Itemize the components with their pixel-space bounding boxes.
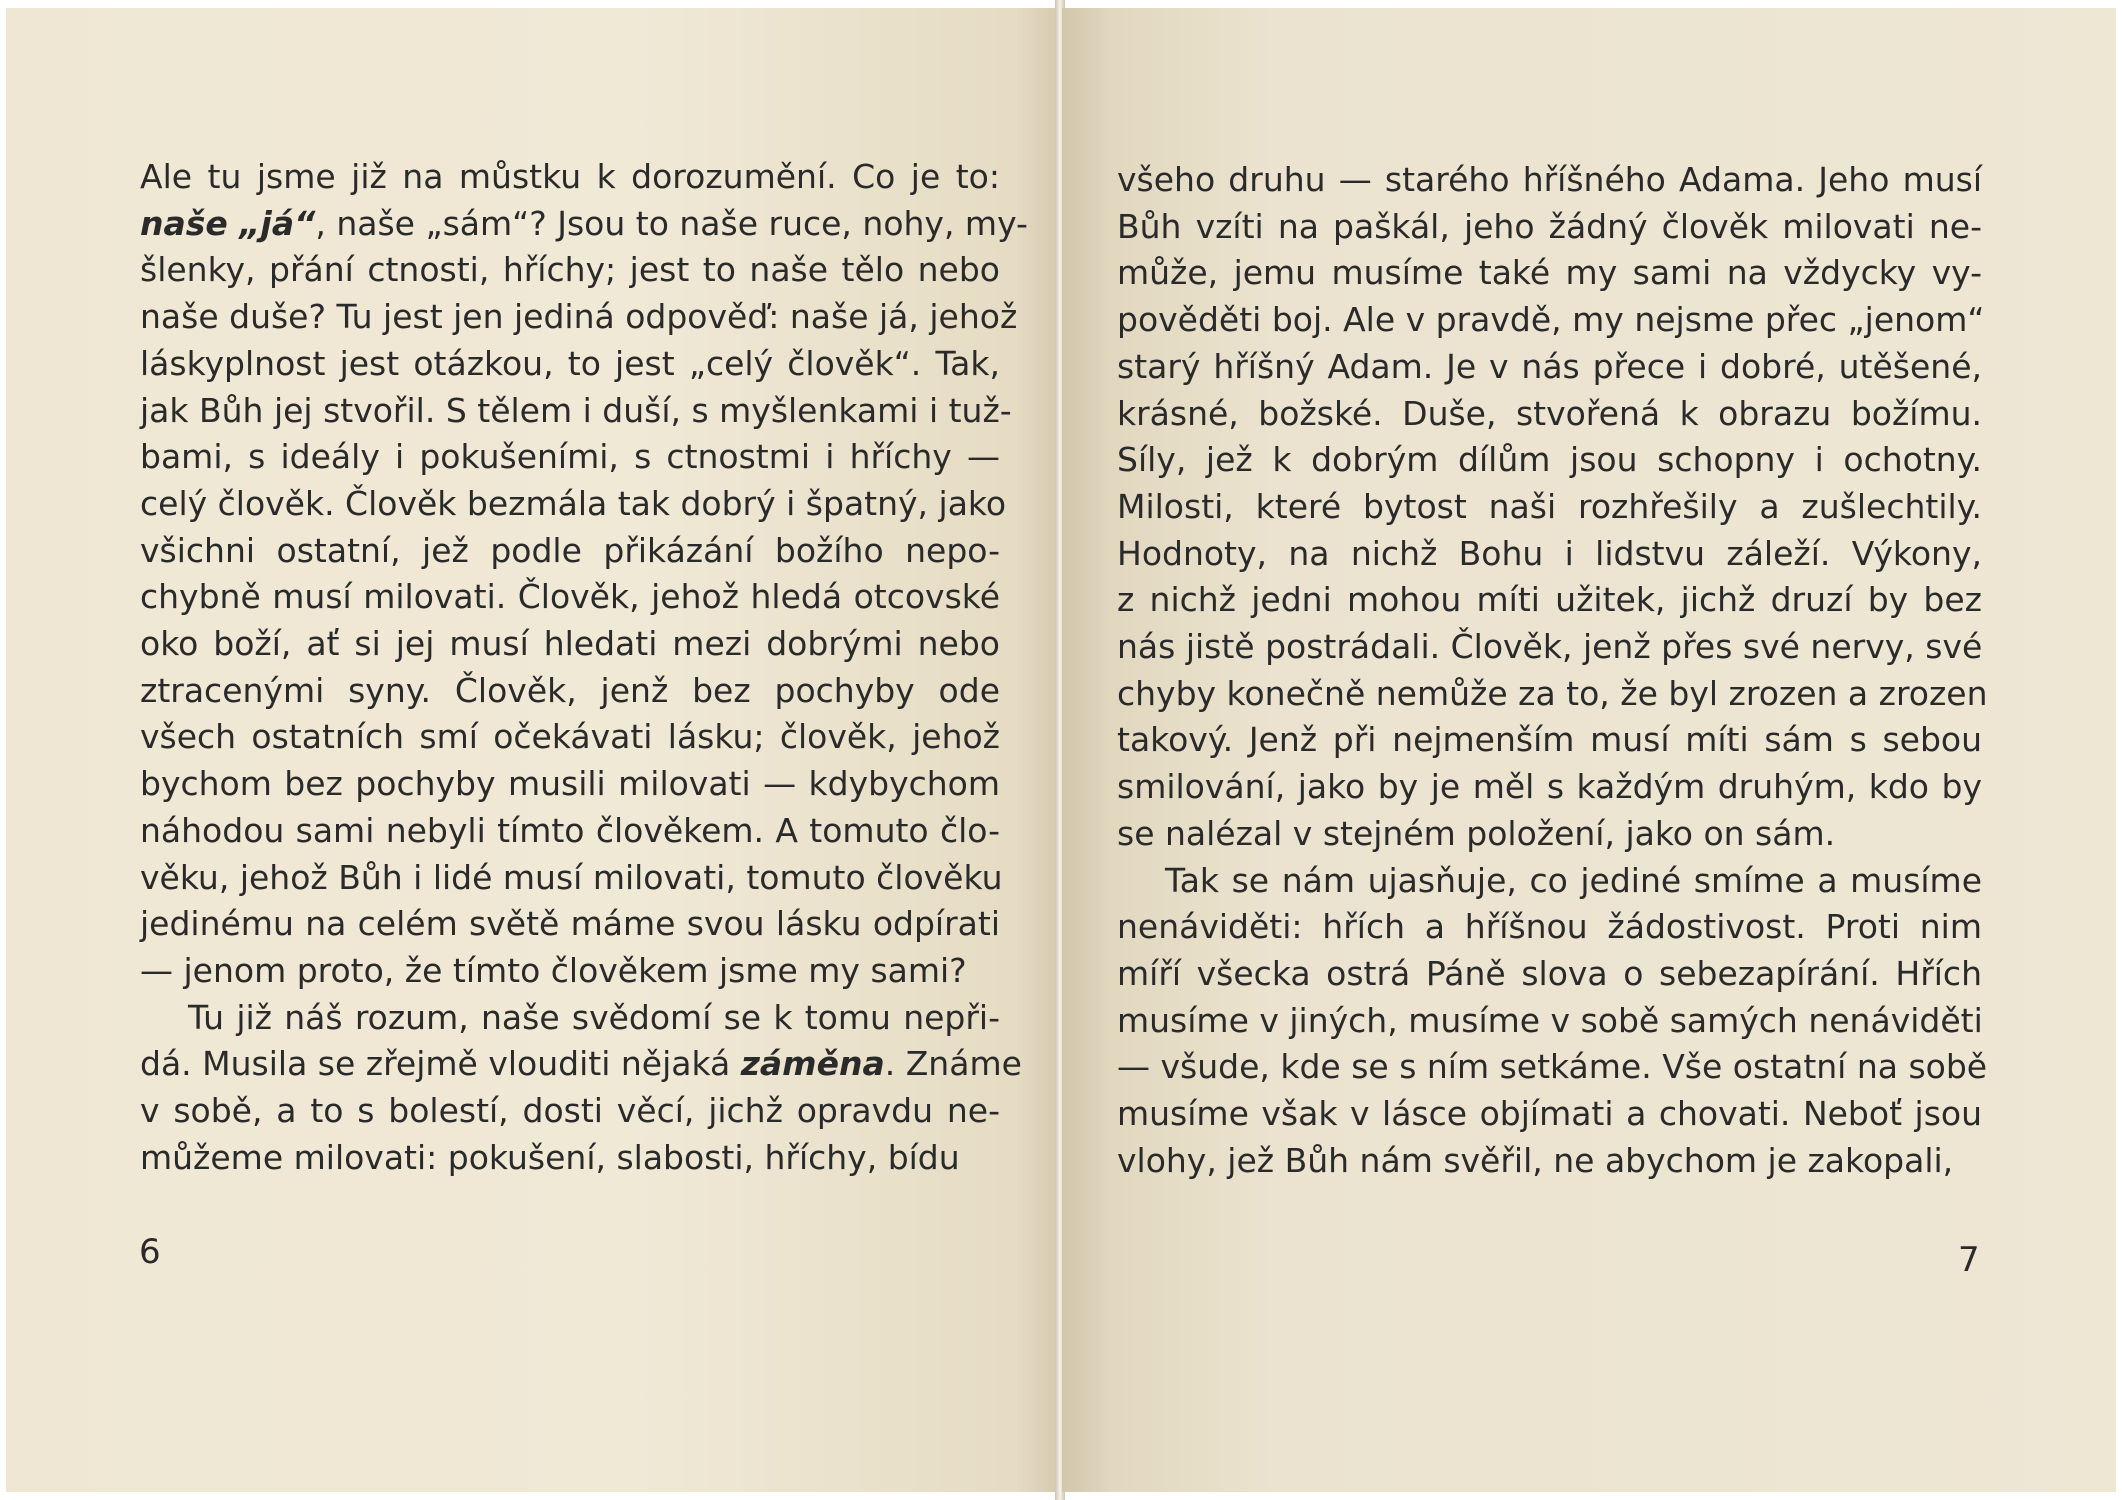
text-line: Tu již náš rozum, naše svědomí se k tomu nepři- [188, 997, 1000, 1037]
text-line: Tak se nám ujasňuje, co jediné smíme a musíme [1165, 860, 1982, 900]
text-line: Síly, jež k dobrým dílům jsou schopny i ochotny. [1117, 440, 1982, 480]
text-line: šlenky, přání ctnosti, hříchy; jest to naše tělo nebo [140, 250, 1000, 290]
text-line: oko boží, ať si jej musí hledati mezi dobrými nebo [140, 624, 1000, 664]
text-line: můžeme milovati: pokušení, slabosti, hříchy, bídu [140, 1137, 960, 1177]
text-line: Milosti, které bytost naši rozhřešily a zušlechtily. [1117, 486, 1982, 526]
text-line: Hodnoty, na nichž Bohu i lidstvu záleží. Výkony, [1117, 533, 1982, 573]
text-line: — všude, kde se s ním setkáme. Vše ostatní na sobě [1117, 1047, 1988, 1087]
text-line: starý hříšný Adam. Je v nás přece i dobré, utěšené, [1117, 346, 1982, 386]
text-line: ztracenými syny. Člověk, jenž bez pochyby ode [140, 670, 1000, 710]
text-line: bami, s ideály i pokušeními, s ctnostmi i hříchy — [140, 437, 1000, 477]
text-line: bychom bez pochyby musili milovati — kdybychom [140, 764, 1000, 804]
text-line: — jenom proto, že tímto člověkem jsme my sami? [140, 950, 967, 990]
text-line: nenáviděti: hřích a hříšnou žádostivost. Proti nim [1117, 907, 1982, 947]
text-line: Bůh vzíti na paškál, jeho žádný člověk milovati ne- [1117, 206, 1982, 246]
page-number-left: 6 [139, 1232, 161, 1272]
text-line: smilování, jako by je měl s každým druhým, kdo by [1117, 767, 1982, 807]
left-page [6, 8, 1057, 1492]
right-page [1062, 8, 2116, 1492]
text-line: se nalézal v stejném položení, jako on sám. [1117, 813, 1836, 853]
text-line: všeho druhu — starého hříšného Adama. Jeho musí [1117, 160, 1982, 199]
text-line [140, 201, 1028, 248]
text-line: míří všecka ostrá Páně slova o sebezapírání. Hřích [1117, 953, 1982, 993]
text-line-part: dá. Musila se zřejmě vlouditi nějaká [140, 1044, 741, 1084]
text-line: v sobě, a to s bolestí, dosti věcí, jichž opravdu ne- [140, 1091, 1000, 1131]
text-line: všichni ostatní, jež podle přikázání božího nepo- [140, 530, 1000, 570]
text-line: láskyplnost jest otázkou, to jest „celý člověk“. Tak, [140, 343, 1000, 383]
left-page-text [140, 154, 1028, 1181]
text-line: jak Bůh jej stvořil. S tělem i duší, s myšlenkami i tuž- [140, 390, 1012, 430]
text-line: takový. Jenž při nejmenším musí míti sám s sebou [1117, 720, 1982, 760]
text-line: věku, jehož Bůh i lidé musí milovati, tomuto člověku [140, 857, 1003, 897]
page-number-right: 7 [1958, 1240, 1980, 1280]
text-line: musíme v jiných, musíme v sobě samých nenáviděti [1117, 1000, 1983, 1040]
emphasized-term: naše „já“ [140, 203, 316, 243]
text-line: náhodou sami nebyli tímto člověkem. A tomuto člo- [140, 810, 1000, 850]
text-line: chyby konečně nemůže za to, že byl zrozen a zrozen [1117, 673, 1988, 713]
text-line: vlohy, jež Bůh nám svěřil, ne abychom je zakopali, [1117, 1140, 1954, 1180]
text-line: z nichž jedni mohou míti užitek, jichž druzí by bez [1117, 580, 1982, 620]
text-line: chybně musí milovati. Člověk, jehož hledá otcovské [140, 577, 1000, 617]
text-line: může, jemu musíme také my sami na vždycky vy- [1117, 253, 1982, 293]
text-line-part: . Známe [884, 1044, 1022, 1084]
text-line: jedinému na celém světě máme svou lásku odpírati [140, 904, 1000, 944]
text-line: musíme však v lásce objímati a chovati. Neboť jsou [1117, 1094, 1982, 1134]
text-line: Ale tu jsme již na můstku k dorozumění. Co je to: [140, 157, 1000, 196]
text-line [140, 1041, 1022, 1088]
text-line: celý člověk. Člověk bezmála tak dobrý i špatný, jako [140, 483, 1007, 523]
text-line: všech ostatních smí očekávati lásku; člověk, jehož [140, 717, 1000, 757]
text-line-rest: , naše „sám“? Jsou to naše ruce, nohy, my- [315, 203, 1028, 243]
text-line: nás jistě postrádali. Člověk, jenž přes své nervy, své [1117, 627, 1983, 667]
right-page-text [1117, 157, 1988, 1184]
emphasized-term: záměna [740, 1044, 885, 1084]
text-line: krásné, božské. Duše, stvořená k obrazu božímu. [1117, 393, 1982, 433]
text-line: naše duše? Tu jest jen jediná odpověď: naše já, jehož [140, 297, 1018, 337]
text-line: pověděti boj. Ale v pravdě, my nejsme přec „jenom“ [1117, 300, 1985, 340]
